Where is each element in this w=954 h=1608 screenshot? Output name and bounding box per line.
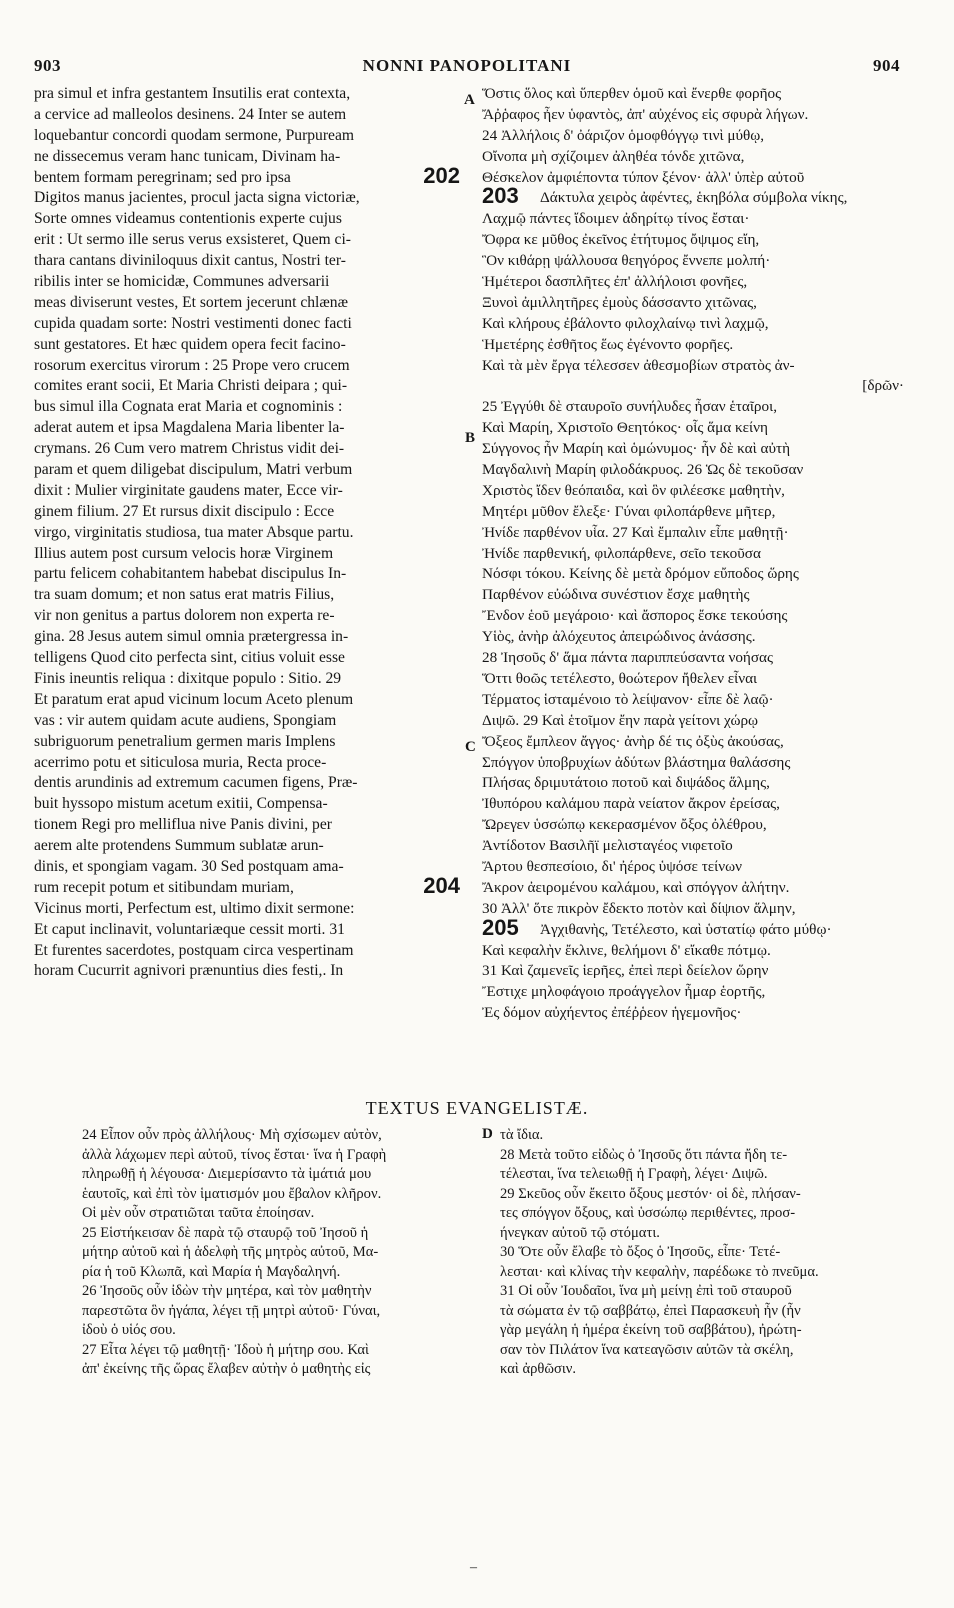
latin-line xyxy=(34,376,460,397)
greek-line xyxy=(482,439,912,460)
line-text: subriguorum penetralium germen maris Implens xyxy=(34,732,336,750)
gospel-line: 29 Σκεῦος οὖν ἔκειτο ὄξους μεστόν· οἱ δὲ, πλήσαν- xyxy=(500,1185,801,1202)
line-text: ginem filium. 27 Et rursus dixit discipulo : Ecce xyxy=(34,502,335,520)
gospel-line: 30 Ὅτε οὖν ἔλαβε τὸ ὄξος ὁ Ἰησοῦς, εἶπε· Τετέ- xyxy=(500,1244,781,1260)
line-text: dixit : Mulier virginitate gaudens mater, Ecce vir- xyxy=(34,481,343,499)
line-text: aerem alte protendens Summum sublatæ arun- xyxy=(34,837,324,855)
gospel-line: ἀλλὰ λάχωμεν περὶ αὐτοῦ, τίνος ἔσται· ἵνα ἡ Γραφὴ xyxy=(82,1146,387,1163)
latin-line xyxy=(34,585,460,606)
greek-line xyxy=(482,230,912,251)
line-text: buit hyssopo mistum acetum exitii, Compensa- xyxy=(34,795,328,813)
line-text: Ὅστις ὅλος καὶ ὕπερθεν ὁμοῦ καὶ ἔνερθε φορῆος xyxy=(482,85,782,102)
greek-line xyxy=(482,690,912,711)
greek-line xyxy=(482,356,912,377)
gospel-line: λεσται· καὶ κλίνας τὴν κεφαλὴν, παρέδωκε τὸ πνεῦμα. xyxy=(500,1263,819,1280)
latin-line xyxy=(34,523,460,544)
greek-line xyxy=(482,669,912,690)
verse-ref-number: 204 xyxy=(423,872,460,898)
line-text: Sorte omnes videamus contentionis experte cujus xyxy=(34,210,342,228)
line-text: Ὤρεγεν ὑσσώπῳ κεκερασμένον ὄξος ὀλέθρου, xyxy=(482,816,767,834)
line-text: Σπόγγον ὑποβρυχίων ἀδύτων βλάστημα θαλάσσης xyxy=(482,753,791,771)
gospel-line: τὰ ἴδια. xyxy=(500,1127,544,1143)
line-text: Διψῶ. 29 Καὶ ἑτοῖμον ἔην παρὰ γείτονι χώρῳ xyxy=(482,711,759,729)
greek-line xyxy=(482,1003,912,1024)
latin-line xyxy=(34,209,460,230)
page-number-right: 904 xyxy=(873,56,900,75)
margin-marker-c: C xyxy=(465,739,476,755)
line-text: Λαχμῷ πάντες ἴδοιμεν ἀδηρίτῳ τίνος ἔσται· xyxy=(482,210,750,228)
line-text: Ἔνδον ἑοῦ μεγάροιο· καὶ ἄσπορος ἔσκε τεκούσης xyxy=(482,607,788,625)
gospel-text-left xyxy=(82,1126,482,1380)
line-text: Ἀντίδοτον Βασιλῆϊ μελισταγέος νιφετοῖο xyxy=(482,837,733,855)
latin-line xyxy=(34,690,460,711)
latin-line xyxy=(34,961,460,982)
greek-line xyxy=(482,481,912,502)
line-text: comites erant socii, Et Maria Christi deipara ; qui- xyxy=(34,377,348,395)
line-text: Ἰθυπόρου καλάμου παρὰ νείατον ἄκρον ἐρείσας, xyxy=(482,795,780,813)
greek-line xyxy=(482,857,912,878)
greek-line xyxy=(482,168,912,189)
latin-line xyxy=(34,773,460,794)
line-text: bus simul illa Cognata erat Maria et cognominis : xyxy=(34,398,343,416)
greek-line xyxy=(482,314,912,335)
line-text: Et caput inclinavit, voluntariæque cessit morti. 31 xyxy=(34,920,345,938)
gospel-line: σαν τὸν Πιλάτον ἵνα κατεαγῶσιν αὐτῶν τὰ σκέλη, xyxy=(500,1341,794,1358)
line-text: Ἡμετέρης ἐσθῆτος ἕως ἐγένοντο φορῆες. xyxy=(482,335,734,353)
greek-line xyxy=(482,794,912,815)
gospel-line: 24 Εἶπον οὖν πρὸς ἀλλήλους· Μὴ σχίσωμεν αὐτὸν, xyxy=(82,1127,382,1143)
latin-line xyxy=(34,481,460,502)
line-text: 28 Ἰησοῦς δ' ἅμα πάντα παριππεύσαντα νοήσας xyxy=(482,649,774,667)
latin-line xyxy=(34,794,460,815)
greek-line xyxy=(482,815,912,836)
line-text: Ὄξεος ἔμπλεον ἄγγος· ἀνὴρ δέ τις ὀξὺς ἀκούσας, xyxy=(482,732,784,750)
gospel-line: ἀπ' ἐκείνης τῆς ὥρας ἔλαβεν αὐτὴν ὁ μαθητὴς εἰς xyxy=(82,1361,371,1377)
greek-line xyxy=(482,397,912,418)
greek-line xyxy=(482,293,912,314)
line-text: dinis, et spongiam vagam. 30 Sed postquam ama- xyxy=(34,857,344,875)
greek-line xyxy=(482,251,912,272)
latin-line xyxy=(34,293,460,314)
gospel-line: τες σπόγγον ὄξους, καὶ ὑσσώπῳ περιθέντες, προσ- xyxy=(500,1205,796,1221)
greek-line xyxy=(482,914,912,941)
line-text: Ἐς δόμον αὐχήεντος ἐπέῤῥεον ἡγεμονῆος· xyxy=(482,1004,742,1022)
greek-line xyxy=(482,899,912,920)
line-text: vas : vir autem quidam acute audiens, Spongiam xyxy=(34,711,337,729)
line-text: Ἠνίδε παρθενική, φιλοπάρθενε, σεῖο τεκοῦσα xyxy=(482,544,761,562)
line-text: bentem formam peregrinam; sed pro ipsa xyxy=(34,168,291,186)
line-text: sunt gestatores. Et hæc quidem opera fecit facino- xyxy=(34,335,346,353)
latin-line xyxy=(34,314,460,335)
page-header xyxy=(34,56,900,82)
line-text: Νόσφι τόκου. Κείνης δὲ μετὰ δρόμον εὔποδος ὥρης xyxy=(482,565,799,583)
latin-line xyxy=(34,669,460,690)
margin-marker-a: A xyxy=(464,92,475,108)
latin-line xyxy=(34,335,460,356)
line-text: param et quem diligebat discipulum, Matri verbum xyxy=(34,461,353,479)
line-text: ne dissecemus veram hanc tunicam, Divinam ha- xyxy=(34,147,341,165)
verse-ref-number: 202 xyxy=(423,162,460,188)
latin-line xyxy=(34,272,460,293)
section-title: TEXTUS EVANGELISTÆ. xyxy=(365,1098,589,1118)
line-text: Θέσκελον ἀμφιέποντα τύπον ξένον· ἀλλ' ὑπὲρ αὐτοῦ xyxy=(482,168,805,186)
latin-line xyxy=(34,648,460,669)
gospel-line: 25 Εἱστήκεισαν δὲ παρὰ τῷ σταυρῷ τοῦ Ἰησοῦ ἡ xyxy=(82,1224,369,1241)
greek-line xyxy=(482,878,912,899)
line-text: Χριστὸς ἴδεν θεόπαιδα, καὶ ὃν φιλέεσκε μαθητὴν, xyxy=(482,481,785,499)
line-text: Πλήσας δριμυτάτοιο ποτοῦ καὶ διψάδος ἅλμης, xyxy=(482,774,770,792)
line-text: crymans. 26 Cum vero matrem Christus vidit dei- xyxy=(34,440,345,458)
latin-line xyxy=(34,439,460,460)
line-text: Σύγγονος ἦν Μαρίη καὶ ὁμώνυμος· ἦν δὲ καὶ αὐτὴ xyxy=(482,440,791,458)
latin-line xyxy=(34,899,460,920)
line-text: cupida quadam sorte: Nostri vestimenti donec facti xyxy=(34,314,352,332)
line-text: Δάκτυλα χειρὸς ἀφέντες, ἑκηβόλα σύμβολα νίκης, xyxy=(540,189,848,207)
latin-line xyxy=(34,920,460,941)
line-text: horam Cucurrit agnivori prænuntius dies festi,. In xyxy=(34,962,344,980)
gospel-line: ήνεγκαν αὐτοῦ τῷ στόματι. xyxy=(500,1224,660,1241)
latin-line xyxy=(34,418,460,439)
gospel-line: 26 Ἰησοῦς οὖν ἰδὼν τὴν μητέρα, καὶ τὸν μαθητὴν xyxy=(82,1283,372,1299)
latin-line xyxy=(34,84,460,105)
latin-line xyxy=(34,753,460,774)
line-text: meas diviserunt vestes, Et sortem jecerunt chlænæ xyxy=(34,293,348,311)
line-text: Ξυνοὶ ἀμιλλητῆρες ἐμοὺς δάσσαντο χιτῶνας, xyxy=(482,293,757,311)
latin-line xyxy=(34,941,460,962)
latin-line xyxy=(34,836,460,857)
greek-line xyxy=(482,105,912,126)
line-text: Ἠνίδε παρθένον υἷα. 27 Καὶ ἔμπαλιν εἶπε μαθητῇ· xyxy=(482,523,789,541)
gospel-line: τὰ σώματα ἐν τῷ σαββάτῳ, ἐπεὶ Παρασκευὴ ἦν (ἦν xyxy=(500,1302,801,1319)
verse-ref-number: 205 xyxy=(482,914,519,940)
latin-line xyxy=(34,147,460,168)
line-text: pra simul et infra gestantem Insutilis erat contexta, xyxy=(34,85,351,102)
line-text: Et paratum erat apud vicinum locum Aceto plenum xyxy=(34,690,354,708)
line-text: 31 Καὶ ζαμενεῖς ἱερῆες, ἐπεὶ περὶ δείελον ὥρην xyxy=(482,962,769,980)
greek-line xyxy=(482,585,912,606)
line-text: a cervice ad malleolos desinens. 24 Inter se autem xyxy=(34,105,347,123)
line-text: Ὅττι θοῶς τετέλεστο, θοώτερον ἤθελεν εἶναι xyxy=(482,669,758,687)
line-text: Καὶ Μαρίη, Χριστοῖο Θεητόκος· οἷς ἅμα κείνη xyxy=(482,419,768,437)
greek-line xyxy=(482,523,912,544)
greek-line xyxy=(482,418,912,439)
line-text: acerrimo potu et siticulosa muria, Recta proce- xyxy=(34,753,327,771)
greek-line xyxy=(482,564,912,585)
gospel-line: 28 Μετὰ τοῦτο εἰδὼς ὁ Ἰησοῦς ὅτι πάντα ἤδη τε- xyxy=(500,1146,788,1163)
greek-line xyxy=(482,272,912,293)
line-text: Μητέρι μῦθον ἔλεξε· Γύναι φιλοπάρθενε μῆτερ, xyxy=(482,502,776,520)
latin-line xyxy=(34,627,460,648)
greek-line xyxy=(482,376,912,397)
greek-line xyxy=(482,183,912,209)
line-text: 25 Ἐγγύθι δὲ σταυροῖο συνήλυδες ἦσαν ἑταῖροι, xyxy=(482,398,777,416)
line-text: loquebantur concordi quodam sermone, Purpuream xyxy=(34,126,355,144)
line-text: Παρθένον εὐώδινα συνέστιον ἔσχε μαθητὴς xyxy=(482,586,750,604)
gospel-line: γὰρ μεγάλη ἡ ἡμέρα ἐκείνη τοῦ σαββάτου), ἠρώτη- xyxy=(500,1322,802,1338)
line-text: [δρῶν· xyxy=(862,377,904,395)
gospel-line: 31 Οἱ οὖν Ἰουδαῖοι, ἵνα μὴ μείνῃ ἐπὶ τοῦ σταυροῦ xyxy=(500,1283,792,1299)
line-text: partu felicem cohabitantem habebat discipulus In- xyxy=(34,565,347,583)
greek-line xyxy=(482,209,912,230)
greek-line xyxy=(482,606,912,627)
page-number-left: 903 xyxy=(34,56,61,75)
footer-mark: – xyxy=(470,1560,477,1575)
gospel-line: τέλεσται, ἵνα τελειωθῇ ἡ Γραφὴ, λέγει· Διψῶ. xyxy=(500,1166,768,1182)
gospel-line: καὶ ἀρθῶσιν. xyxy=(500,1361,577,1377)
gospel-line: 27 Εἶτα λέγει τῷ μαθητῇ· Ἰδοὺ ἡ μήτηρ σου. Καὶ xyxy=(82,1341,369,1358)
latin-line xyxy=(34,872,460,899)
greek-line xyxy=(482,961,912,982)
line-text: erit : Ut sermo ille serus verus exsisteret, Quem ci- xyxy=(34,231,351,249)
line-text: Et furentes sacerdotes, postquam circa vespertinam xyxy=(34,941,354,959)
line-text: Καὶ τὰ μὲν ἔργα τέλεσσεν ἀθεσμοβίων στρατὸς ἀν- xyxy=(482,356,795,374)
line-text: 24 Ἀλλήλοις δ' ὀάριζον ὁμοφθόγγῳ τινὶ μύθῳ, xyxy=(482,126,765,144)
greek-line xyxy=(482,773,912,794)
gospel-line: ἰδοὺ ὁ υἱός σου. xyxy=(82,1322,176,1338)
line-text: Μαγδαλινὴ Μαρίη φιλοδάκρυος. 26 Ὡς δὲ τεκοῦσαν xyxy=(482,461,804,479)
latin-line xyxy=(34,356,460,377)
greek-paraphrase-column xyxy=(482,84,912,1024)
latin-line xyxy=(34,544,460,565)
latin-line xyxy=(34,397,460,418)
gospel-line: ρία ἡ τοῦ Κλωπᾶ, καὶ Μαρία ἡ Μαγδαληνή. xyxy=(82,1263,341,1280)
line-text: aderat autem et ipsa Magdalena Maria libenter la- xyxy=(34,419,345,437)
greek-line xyxy=(482,460,912,481)
line-text: rum recepit potum et sitibundam muriam, xyxy=(34,878,294,896)
greek-line xyxy=(482,502,912,523)
line-text: dentis arundinis ad extremum cacumen figens, Præ- xyxy=(34,774,358,792)
line-text: Τέρματος ἱσταμένοιο τὸ λείψανον· εἶπε δὲ λαῷ· xyxy=(482,690,774,708)
greek-line xyxy=(482,732,912,753)
line-text: Καὶ κεφαλὴν ἔκλινε, θελήμονι δ' εἴκαθε πότμῳ. xyxy=(482,941,771,959)
latin-line xyxy=(34,564,460,585)
line-text: Ἡμέτεροι δασπλῆτες ἐπ' ἀλλήλοισι φονῆες, xyxy=(482,273,748,291)
greek-line xyxy=(482,544,912,565)
greek-line xyxy=(482,648,912,669)
line-text: tra suam domum; et non satus erat matris Filius, xyxy=(34,586,335,604)
line-text: virgo, virginitatis studiosa, tua mater Absque partu. xyxy=(34,523,354,541)
latin-line xyxy=(34,732,460,753)
line-text: Υἱὸς, ἀνὴρ ἀλόχευτος ἀπειρώδινος ἀνάσσης. xyxy=(482,628,756,646)
latin-line xyxy=(34,857,460,878)
line-text: rosorum exercitus virorum : 25 Prope vero crucem xyxy=(34,356,350,374)
greek-line xyxy=(482,147,912,168)
line-text: Ὃν κιθάρῃ ψάλλουσα θεηγόρος ἔννεπε μολπή· xyxy=(482,252,771,270)
latin-line xyxy=(34,126,460,147)
latin-line xyxy=(34,711,460,732)
line-text: 30 Ἀλλ' ὅτε πικρὸν ἔδεκτο ποτὸν καὶ δίψιον ἅλμην, xyxy=(482,899,796,917)
latin-line xyxy=(34,815,460,836)
greek-line xyxy=(482,711,912,732)
latin-translation-column xyxy=(34,84,460,982)
greek-line xyxy=(482,941,912,962)
line-text: gina. 28 Jesus autem simul omnia prætergressa in- xyxy=(34,628,349,646)
gospel-line: μήτηρ αὐτοῦ καὶ ἡ ἀδελφὴ τῆς μητρὸς αὐτοῦ, Μα- xyxy=(82,1244,379,1260)
line-text: Ἔστιχε μηλοφάγοιο προάγγελον ἦμαρ ἑορτῆς, xyxy=(482,983,766,1001)
latin-line xyxy=(34,230,460,251)
line-text: vir non genitus a partus dolorem non experta re- xyxy=(34,607,335,625)
latin-line xyxy=(34,606,460,627)
line-text: Finis ineuntis reliqua : dixitque populo : Sitio. 29 xyxy=(34,669,342,687)
line-text: Ὄφρα κε μῦθος ἐκεῖνος ἐτήτυμος ὄψιμος εἴη, xyxy=(482,231,760,249)
line-text: telligens Quod cito perfecta sint, citius voluit esse xyxy=(34,649,345,667)
line-text: Ἄρτου θεσπεσίοιο, δι' ἠέρος ὑψόσε τείνων xyxy=(482,857,742,875)
greek-line xyxy=(482,753,912,774)
greek-line xyxy=(482,335,912,356)
greek-line xyxy=(482,126,912,147)
gospel-line: ἑαυτοῖς, καὶ ἐπὶ τὸν ἱματισμόν μου ἔβαλον κλῆρον. xyxy=(82,1185,382,1202)
latin-line xyxy=(34,460,460,481)
latin-line xyxy=(34,188,460,209)
greek-line xyxy=(482,982,912,1003)
verse-ref-number: 203 xyxy=(482,183,519,209)
greek-line xyxy=(482,84,912,105)
line-text: Ἄκρον ἀειρομένου καλάμου, καὶ σπόγγον ἀλήτην. xyxy=(482,878,790,896)
latin-line xyxy=(34,162,460,189)
line-text: Illius autem post cursum velocis horæ Virginem xyxy=(34,544,334,562)
gospel-line: Οἱ μὲν οὖν στρατιῶται ταῦτα ἐποίησαν. xyxy=(82,1205,315,1221)
line-text: tionem Regi pro mellіflua nive Panis divini, per xyxy=(34,816,332,834)
line-text: ribilis inter se homicidæ, Communes adversarii xyxy=(34,273,330,291)
line-text: Ἄῤῥαφος ἦεν ὑφαντὸς, ἀπ' αὐχένος εἰς σφυρὰ λήγων. xyxy=(482,105,809,123)
gospel-line: παρεστῶτα ὃν ἠγάπα, λέγει τῇ μητρὶ αὐτοῦ· Γύναι, xyxy=(82,1302,381,1319)
line-text: Οἴνοπα μὴ σχίζοιμεν ἀληθέα τόνδε χιτῶνα, xyxy=(482,147,745,165)
running-title: NONNI PANOPOLITANI xyxy=(362,56,572,75)
latin-line xyxy=(34,105,460,126)
line-text: Ἀγχιθανὴς, Τετέλεστο, καὶ ὑστατίῳ φάτο μύθῳ· xyxy=(540,920,832,938)
margin-marker-d: D xyxy=(482,1126,493,1142)
latin-line xyxy=(34,251,460,272)
latin-line xyxy=(34,502,460,523)
margin-marker-b: B xyxy=(465,430,476,446)
line-text: Digitos manus jacientes, procul jacta signa victoriæ, xyxy=(34,189,360,207)
line-text: thara cantans diviniloquus dixit cantus, Nostri ter- xyxy=(34,252,346,270)
line-text: Vicinus morti, Perfectum est, ultimo dixit sermone: xyxy=(34,899,355,917)
gospel-text-right xyxy=(500,1126,914,1380)
gospel-line: πληρωθῇ ἡ λέγουσα· Διεμερίσαντο τὰ ἱμάτιά μου xyxy=(82,1166,372,1182)
line-text: Καὶ κλήρους ἐβάλοντο φιλοχλαίνῳ τινὶ λαχμῷ, xyxy=(482,314,769,332)
greek-line xyxy=(482,836,912,857)
greek-line xyxy=(482,627,912,648)
